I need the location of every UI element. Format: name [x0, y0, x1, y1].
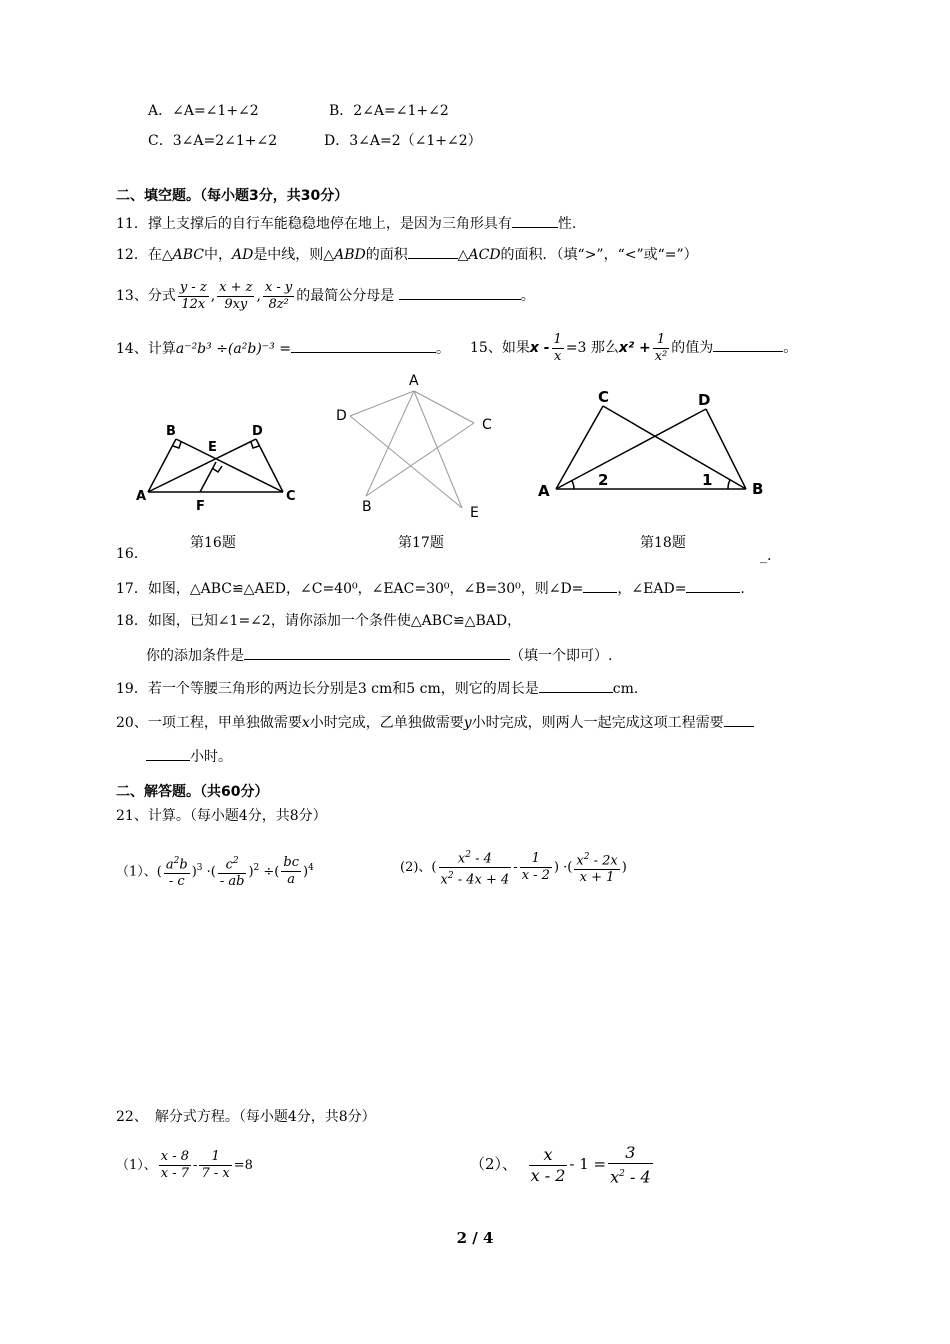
question-17: 17．如图，△ABC≌△AED，∠C=40⁰，∠EAC=30⁰，∠B=30⁰，则∠D= ，∠EAD= . [116, 578, 745, 599]
option-b: B．2∠A=∠1+∠2 [329, 103, 449, 119]
question-18-line1: 18．如图，已知∠1=∠2，请你添加一个条件使△ABC≌△BAD， [116, 613, 522, 629]
fig18-caption: 第18题 [640, 535, 686, 551]
figure-17 [330, 368, 500, 526]
question-12: 12．在△ABC中，AD是中线，则△ABD的面积 △ACD的面积．（填“>”，“<”或“=”） [116, 244, 698, 265]
fig16-label-e: E [208, 440, 217, 455]
fig18-label-a: A [538, 482, 550, 500]
question-21-part2: (2)、( $\frac{x^2 - 4}{x^2 - 4x + 4}$ - $\frac{1}{x - 2}$ ) ·( $\frac{x^2 - 2x}{x + 1}$ ) [400, 846, 627, 890]
fig16-label-d: D [252, 424, 263, 439]
fig17-label-c: C [482, 417, 492, 433]
fig17-caption: 第17题 [398, 535, 444, 551]
section-fill-title: 二、填空题。（每小题3分，共30分） [116, 188, 349, 204]
question-16-number: 16． [116, 546, 148, 562]
page-number: 2 / 4 [456, 1229, 494, 1247]
figure-16 [128, 418, 308, 518]
fig17-label-d: D [336, 408, 347, 424]
question-22-part1: （1）、 $\frac{x - 8}{x - 7}$ - $\frac{1}{7 - x}$ =8 [116, 1149, 253, 1181]
fig18-angle-2: 2 [598, 471, 609, 489]
fig17-label-b: B [362, 499, 372, 515]
question-19: 19．若一个等腰三角形的两边长分别是3 cm和5 cm，则它的周长是 cm. [116, 678, 638, 699]
question-20-line2: 小时。 [146, 746, 232, 767]
fig16-label-a: A [136, 489, 147, 504]
question-13: 13、分式 $\frac{y - z}{12x}$ , $\frac{x + z}{9xy}$ , $\frac{x - y}{\text{8z²}}$ 的最简公分母是 。 [116, 279, 535, 312]
question-20-line1: 20、一项工程，甲单独做需要x小时完成，乙单独做需要y小时完成，则两人一起完成这项工程需要 [116, 712, 754, 733]
fig17-label-a: A [409, 373, 419, 389]
question-22-title: 22、 解分式方程。（每小题4分，共8分） [116, 1109, 376, 1125]
fig18-label-d: D [698, 391, 711, 409]
question-14: 14、计算a⁻²b³ ÷(a²b)⁻³ = 。 [116, 338, 450, 359]
fig16-caption: 第16题 [190, 535, 236, 551]
fig16-label-b: B [166, 424, 176, 439]
fig18-label-b: B [752, 480, 764, 498]
option-a: A．∠A=∠1+∠2 [148, 103, 259, 119]
fig17-label-e: E [470, 505, 479, 521]
question-22-part2: （2）、 $\frac{x}{x - 2}$ - 1 = $\frac{3}{x^2 - 4}$ [470, 1142, 651, 1187]
fig18-label-c: C [598, 388, 610, 406]
question-15: 15、如果x - $\frac{1}{x}$ =3 那么x² + $\frac{1}{\text{x²}}$ 的值为 。 [470, 331, 798, 364]
fig18-angle-1: 1 [702, 471, 713, 489]
option-d: D．3∠A=2（∠1+∠2） [324, 133, 482, 149]
question-16-blank: _. [760, 548, 772, 564]
fig16-label-f: F [196, 499, 205, 514]
fig16-label-c: C [286, 489, 296, 504]
question-21-part1: （1）、( $\frac{a^2b}{- c}$ )$^3$ ·( $\frac{c^2}{- ab}$ )$^2$ ÷( $\frac{bc}{a}$ )$^4$ [116, 846, 314, 894]
figure-18 [530, 384, 775, 504]
question-11: 11．撑上支撑后的自行车能稳稳地停在地上，是因为三角形具有 性. [116, 213, 576, 234]
question-21-title: 21、计算。（每小题4分，共8分） [116, 808, 327, 824]
section-solve-title: 二、解答题。（共60分） [116, 784, 269, 800]
question-18-line2: 你的添加条件是 （填一个即可）. [146, 645, 612, 666]
option-c: C．3∠A=2∠1+∠2 [148, 133, 278, 149]
